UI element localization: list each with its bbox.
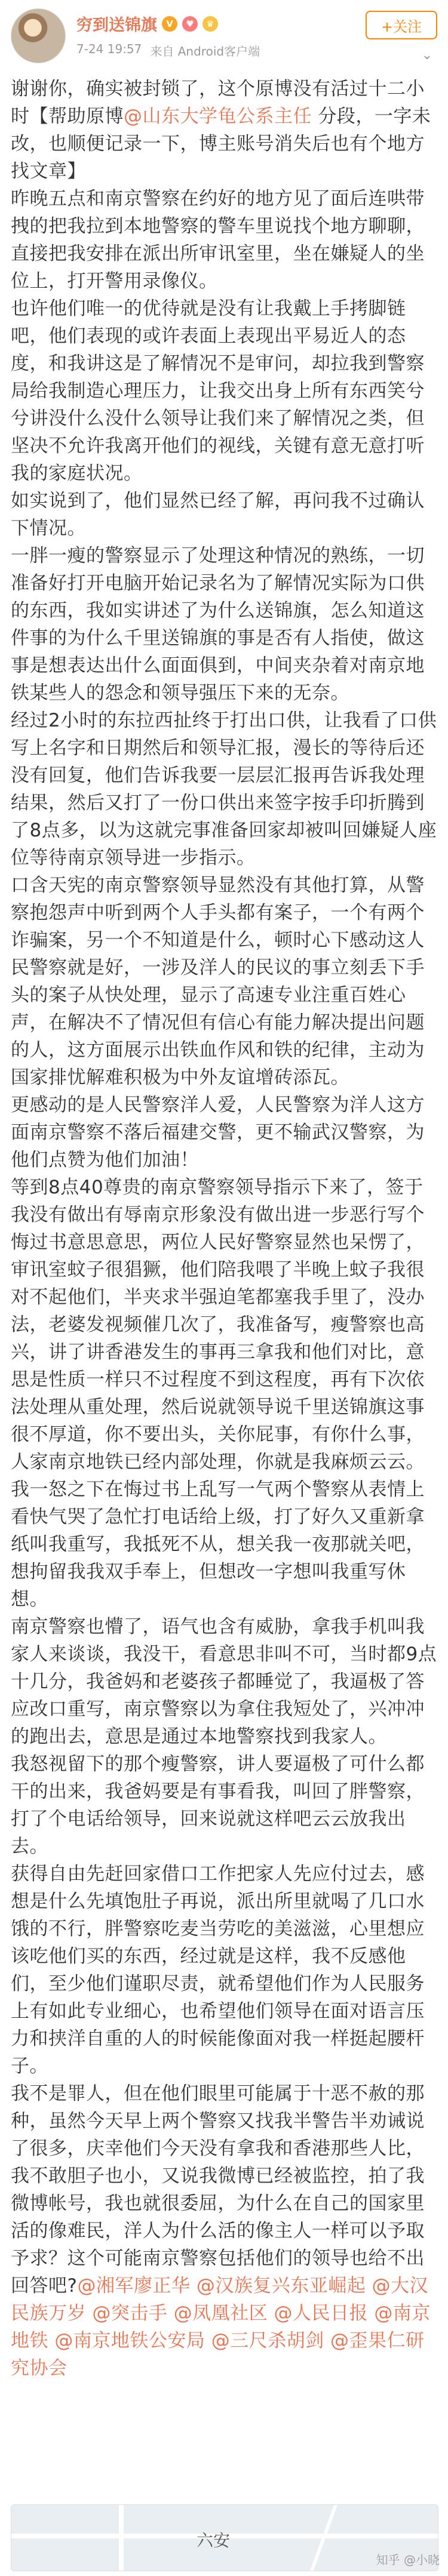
- mention-tags[interactable]: @湘军廖正华 @汉族复兴东亚崛起 @大汉民族万岁 @突击手 @凤凰社区 @人民日报 @南京地铁 @南京地铁公安局 @三尺杀胡剑 @歪果仁研究协会: [11, 2275, 431, 2379]
- paragraph-text: 我不是罪人，但在他们眼里可能属于十恶不赦的那种，虽然今天早上两个警察又找我半警告半劝诫说了很多，庆幸他们今天没有拿我和香港那些人比，我不敢胆子也小，又说我微博已经被监控，拍了我微博帐号，我也就很委屈，为什么在自己的国家里活的像难民，洋人为什么活的像主人一样可以予取予求？这个可能南京警察包括他们的领导也给不出回答吧?: [11, 2083, 425, 2297]
- map-label: 六安: [197, 2531, 231, 2550]
- paragraph: 也许他们唯一的优待就是没有让我戴上手拷脚链吧，他们表现的或许表面上表现出平易近人的态度，和我讲这是了解情况不是审问，却拉我到警察局给我制造心理压力，让我交出身上所有东西笑兮兮讲没什么没什么领导让我们来了解情况之类，但坚决不允许我离开他们的视线，关键有意无意打听我的家庭状况。: [11, 298, 425, 484]
- paragraph: 更感动的是人民警察洋人爱，人民警察为洋人这方面南京警察不落后福建交警，更不输武汉警察，为他们点赞为他们加油！: [11, 1094, 425, 1171]
- paragraph: 口含天宪的南京警察领导显然没有其他打算，从警察抱怨声中听到两个人手头都有案子，一个有两个诈骗案，另一个不知道是什么，顿时心下感动这人民警察就是好，一涉及洋人的民议的事立刻丢下手头的案子从快处理，显示了高速专业注重百姓心声，在解决不了情况但有信心有能力解决提出问题的人，这方面展示出铁血作风和铁的纪律，主动为国家排忧解难积极为中外友谊增砖添瓦。: [11, 875, 425, 1088]
- paragraph: 南京警察也懵了，语气也含有威胁，拿我手机叫我家人来谈谈，我没干，看意思非叫不可，当时都9点十几分，我爸妈和老婆孩子都睡觉了，我逼极了答应改口重写，南京警察以为拿住我短处了，兴冲冲的跑出去，意思是通过本地警察找到我家人。: [11, 1616, 437, 1747]
- crown-badge-icon: ♛: [202, 16, 218, 32]
- follow-button[interactable]: +关注: [366, 11, 437, 39]
- paragraph: 如实说到了，他们显然已经了解，再问我不过确认下情况。: [11, 490, 425, 539]
- paragraph: 获得自由先赶回家借口工作把家人先应付过去，感想是什么先填饱肚子再说，派出所里就喝了几口水饿的不行，胖警察吃麦当劳吃的美滋滋，心里想应该吃他们买的东西，经过就是这样，我不反感他们，至少他们谨职尽责，就希望他们作为人民服务上有如此专业细心，也希望他们领导在面对语言压力和挟洋自重的人的时候能像面对我一样挺起腰杆子。: [11, 1863, 425, 2077]
- post-meta: [76, 42, 260, 59]
- paragraph-intro: [11, 75, 437, 185]
- paragraph: 昨晚五点和南京警察在约好的地方见了面后连哄带拽的把我拉到本地警察的警车里说找个地方聊聊，直接把我安排在派出所审讯室里，坐在嫌疑人的坐位上，打开警用录像仪。: [11, 188, 425, 292]
- paragraph: 我怒视留下的那个瘦警察，讲人要逼极了可什么都干的出来，我爸妈要是有事看我，叫回了胖警察，打了个电话给领导，回来说就这样吧云云放我出去。: [11, 1753, 425, 1857]
- avatar[interactable]: [11, 8, 66, 63]
- post-timestamp: 7-24 19:57: [76, 42, 142, 56]
- verified-badge-icon: V: [162, 16, 177, 32]
- paragraph: 经过2小时的东拉西扯终于打出口供，让我看了口供写上名字和日期然后和领导汇报，漫长的等待后还没有回复，他们告诉我要一层层汇报再告诉我处理结果，然后又打了一份口供出来签字按手印折腾到了8点多，以为这就完事准备回家却被叫回嫌疑人座位等待南京领导进一步指示。: [11, 710, 437, 869]
- post-header: [0, 0, 448, 72]
- mention-link[interactable]: @山东大学龟公系主任: [124, 106, 312, 127]
- chevron-down-icon[interactable]: ⌄: [421, 48, 432, 63]
- user-line: [76, 12, 218, 35]
- paragraph: 等到8点40尊贵的南京警察领导指示下来了，签于我没有做出有辱南京形象没有做出进一步恶行写个悔过书意思意思，两位人民好警察显然也呆愣了，审讯室蚊子很猖獗，他们陪我喂了半晚上蚊子我很对不起他们，半夹求半强迫笔都塞我手里了，没办法，老婆发视频催几次了，我准备写，瘦警察也高兴，讲了讲香港发生的事再三拿我和他们对比，意思是性质一样只不过程度不到这程度，再有下次依法处理从重处理，然后说就领导说千里送锦旗这事很不厚道，你不要出头，关你屁事，有你什么事，人家南京地铁已经内部处理，你就是我麻烦云云。: [11, 1177, 425, 1473]
- map-road: [119, 2505, 124, 2571]
- paragraph: 我一怒之下在悔过书上乱写一气两个警察从表情上看快气哭了急忙打电话给上级，打了好久又重新拿纸叫我重写，我抵死不从，想关我一夜那就关吧，想拘留我我双手奉上，但想改一字想叫我重写休想。: [11, 1479, 425, 1610]
- user-name[interactable]: 穷到送锦旗: [76, 16, 157, 35]
- paragraph-text: 谢谢你，确实被封锁了，这个原博没有活过十二小时【帮助原博: [11, 78, 425, 127]
- paragraph-text: 分段，: [312, 106, 375, 127]
- post-body: [0, 72, 448, 2382]
- watermark: 知乎 @小晓: [376, 2553, 440, 2567]
- paragraph-text: 一字未改，也顺便记录一下，博主账号消失后也有个地方找文章】: [11, 106, 431, 182]
- post-source: 来自 Android客户端: [150, 44, 260, 59]
- paragraph: 一胖一瘦的警察显示了处理这种情况的熟练，一切准备好打开电脑开始记录名为了解情况实际为口供的东西，我如实讲述了为什么送锦旗，怎么知道这件事的为什么千里送锦旗的事是否有人指使，做这事是想表达出什么面面俱到，中间夹杂着对南京地铁某些人的怨念和领导强压下来的无奈。: [11, 545, 425, 704]
- location-map[interactable]: [11, 2504, 438, 2571]
- heart-badge-icon: ♥: [182, 16, 198, 32]
- paragraph-final: [11, 2080, 437, 2382]
